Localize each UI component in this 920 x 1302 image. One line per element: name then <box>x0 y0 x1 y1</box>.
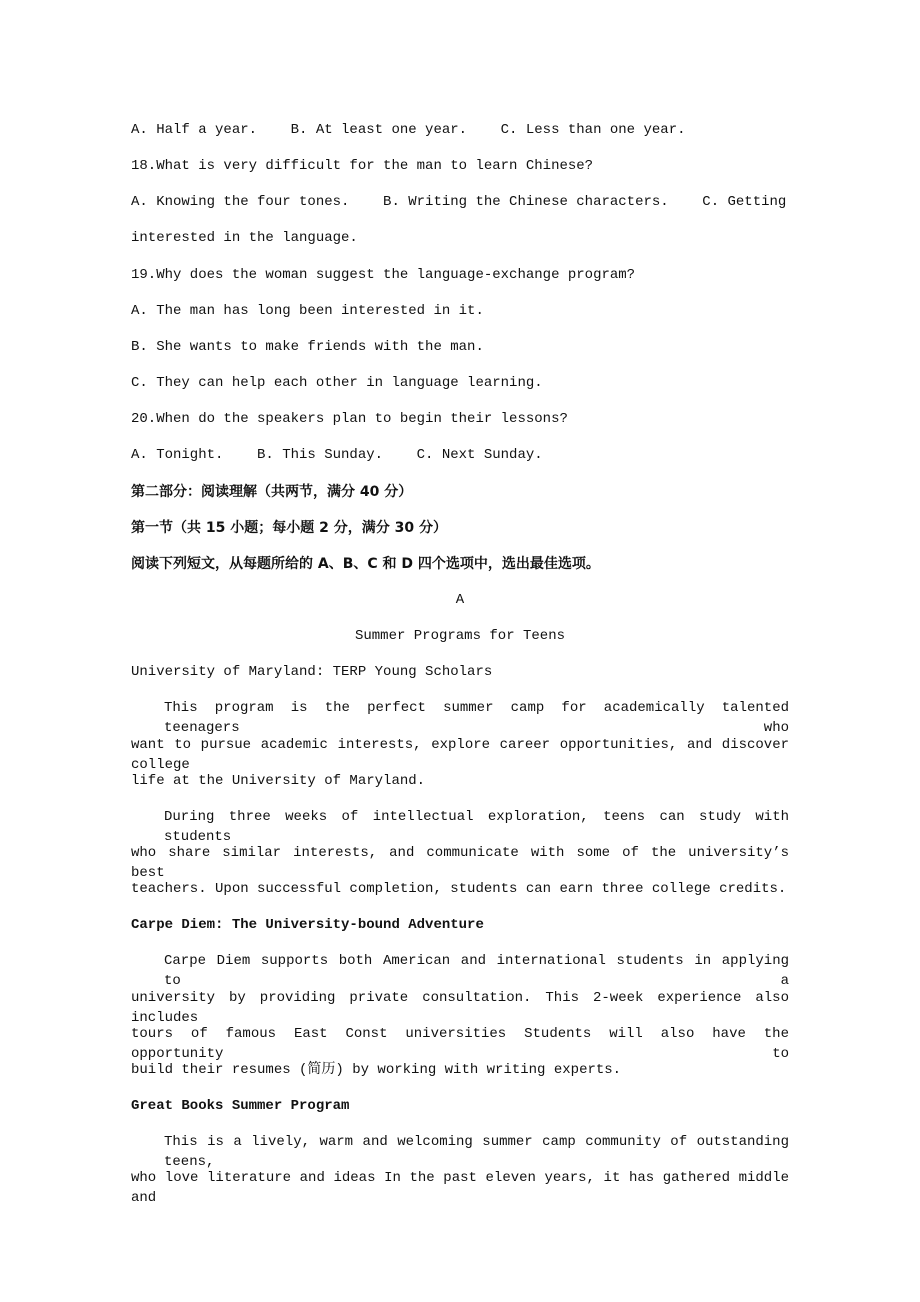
section-heading: 第一节（共 15 小题；每小题 2 分，满分 30 分） <box>131 519 447 536</box>
text-line: This program is the perfect summer camp for academically talented teenagers who <box>164 700 789 737</box>
text-line: teachers. Upon successful completion, students can earn three college credits. <box>131 881 787 898</box>
text-line: A. Half a year. B. At least one year. C. Less than one year. <box>131 122 686 138</box>
text-line: A. Tonight. B. This Sunday. C. Next Sunday. <box>131 447 543 464</box>
text-line: 18.What is very difficult for the man to learn Chinese? <box>131 158 594 175</box>
text-line: want to pursue academic interests, explore career opportunities, and discover college <box>131 736 789 773</box>
text-line: C. They can help each other in language learning. <box>131 375 543 392</box>
text-line: who share similar interests, and communicate with some of the university’s best <box>131 845 789 881</box>
text-line: This is a lively, warm and welcoming summer camp community of outstanding teens, <box>164 1134 789 1171</box>
section-heading: 第二部分：阅读理解（共两节，满分 40 分） <box>131 483 413 500</box>
text-line: A. Knowing the four tones. B. Writing the Chinese characters. C. Getting <box>131 194 787 211</box>
section-heading: 阅读下列短文，从每题所给的 A、B、C 和 D 四个选项中，选出最佳选项。 <box>131 555 600 572</box>
section-heading: A <box>455 591 465 608</box>
text-line: University of Maryland: TERP Young Scholars <box>131 664 493 681</box>
section-heading: Carpe Diem: The University-bound Adventure <box>131 917 484 934</box>
text-line: 20.When do the speakers plan to begin their lessons? <box>131 411 568 428</box>
text-line: 19.Why does the woman suggest the language-exchange program? <box>131 266 636 283</box>
text-line: university by providing private consultation. This 2-week experience also includes <box>131 989 789 1026</box>
section-heading: Summer Programs for Teens <box>354 628 566 645</box>
text-line: tours of famous East Const universities Students will also have the opportunity to <box>131 1025 789 1062</box>
text-line: Carpe Diem supports both American and international students in applying to a <box>164 953 789 990</box>
text-line: interested in the language. <box>131 230 358 247</box>
text-line: During three weeks of intellectual exploration, teens can study with students <box>164 808 789 845</box>
text-line: A. The man has long been interested in it. <box>131 302 484 319</box>
text-line: life at the University of Maryland. <box>131 772 426 789</box>
section-heading: Great Books Summer Program <box>131 1098 350 1115</box>
text-line: build their resumes (简历) by working with writing experts. <box>131 1061 622 1078</box>
text-line: who love literature and ideas In the past eleven years, it has gathered middle and <box>131 1170 789 1207</box>
text-line: B. She wants to make friends with the man. <box>131 338 484 355</box>
